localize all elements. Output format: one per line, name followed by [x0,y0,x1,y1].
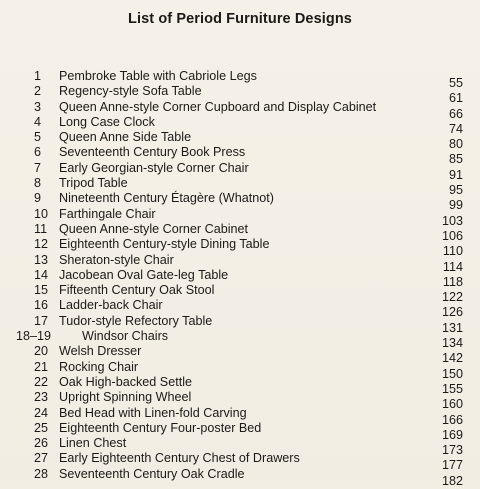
item-number: 7 [34,160,42,175]
item-number: 15 [34,283,49,298]
list-item [0,252,480,274]
item-page-number: 177 [441,458,463,473]
item-title: Queen Anne-style Corner Cabinet [59,221,249,236]
item-page-number: 85 [448,152,463,167]
item-page-number: 173 [441,443,463,458]
item-title: Queen Anne Side Table [59,130,192,145]
list-item [0,191,480,213]
item-number: 1 [34,69,42,83]
item-number: 22 [34,374,49,389]
item-page-number: 91 [448,167,463,182]
item-number: 21 [34,359,49,374]
item-number: 27 [34,451,49,466]
list-item [0,329,480,351]
list-item [0,99,480,121]
item-number: 25 [34,420,49,435]
item-page-number: 114 [442,259,463,274]
item-number: 13 [34,252,49,267]
item-number: 23 [34,390,49,405]
list-item [0,436,480,458]
item-number: 24 [34,405,49,420]
item-number: 14 [34,267,49,282]
item-page-number: 110 [442,244,463,259]
item-page-number: 66 [448,106,463,121]
item-page-number: 74 [448,121,463,136]
list-item [0,221,480,243]
item-number: 26 [34,436,49,451]
list-item [0,451,480,473]
item-page-number: 99 [448,198,463,213]
item-page-number: 134 [441,336,463,351]
item-page-number: 103 [441,213,463,228]
item-number: 11 [34,221,48,236]
item-page-number: 126 [441,305,463,320]
item-title: Nineteenth Century Étagère (Whatnot) [59,191,274,206]
item-title: Linen Chest [59,436,127,451]
item-page-number: 131 [441,320,463,335]
item-number: 4 [34,114,42,129]
list-item [0,374,480,396]
item-title: Tudor-style Refectory Table [59,313,213,328]
list-item [0,283,480,305]
list-item [0,69,480,90]
item-title: Sheraton-style Chair [59,252,174,267]
item-title: Seventeenth Century Oak Cradle [59,466,245,481]
item-title: Rocking Chair [59,359,139,374]
item-page-number: 182 [441,473,463,488]
item-title: Welsh Dresser [59,344,142,359]
item-title: Oak High-backed Settle [59,374,193,389]
item-title: Tripod Table [59,176,128,191]
item-page-number: 122 [441,290,463,305]
list-item [0,420,480,442]
list-item [0,130,480,152]
item-page-number: 95 [448,183,463,198]
item-title: Eighteenth Century Four-poster Bed [59,420,262,435]
item-title: Early Georgian-style Corner Chair [59,160,249,175]
item-page-number: 160 [441,397,463,412]
item-title: Fifteenth Century Oak Stool [59,283,215,298]
list-item [0,313,480,335]
item-title: Long Case Clock [59,114,155,129]
item-title: Farthingale Chair [59,206,156,221]
item-page-number: 80 [448,137,463,152]
item-page-number: 155 [441,381,463,396]
list-item [0,267,480,289]
list-item [0,359,480,381]
item-page-number: 55 [448,76,463,90]
list-item [0,84,480,106]
item-page-number: 150 [441,366,463,381]
list-item [0,390,480,412]
item-title: Eighteenth Century-style Dining Table [59,237,270,252]
item-page-number: 169 [441,427,463,442]
contents-list [0,69,480,488]
item-title: Early Eighteenth Century Chest of Drawers [59,451,300,466]
item-number: 2 [34,84,42,99]
item-number: 6 [34,145,42,160]
list-item [0,405,480,427]
item-number: 20 [34,344,49,359]
item-page-number: 106 [441,228,463,243]
item-number: 16 [34,298,49,313]
item-title: Queen Anne-style Corner Cupboard and Display Cabinet [59,99,377,114]
item-title: Seventeenth Century Book Press [59,145,246,160]
item-number: 8 [34,176,42,191]
item-number: 9 [34,191,42,206]
item-title: Windsor Chairs [82,329,169,344]
item-page-number: 118 [442,274,463,289]
list-item [0,145,480,167]
list-item [0,237,480,259]
list-item [0,298,480,320]
item-number: 10 [34,206,49,221]
item-title: Jacobean Oval Gate-leg Table [59,267,229,282]
item-number: 28 [34,466,49,481]
list-item [0,160,480,182]
item-number: 5 [34,130,42,145]
list-item [0,344,480,366]
list-item [0,114,480,136]
list-item [0,206,480,228]
item-title: Ladder-back Chair [59,298,163,313]
item-title: Upright Spinning Wheel [59,390,192,405]
item-page-number: 166 [441,412,463,427]
item-number: 3 [34,99,42,114]
item-title: Regency-style Sofa Table [59,84,202,99]
list-item [0,176,480,198]
item-number: 17 [34,313,49,328]
list-item [0,466,480,488]
item-number: 18–19 [16,329,52,344]
item-title: Bed Head with Linen-fold Carving [59,405,247,420]
item-page-number: 142 [441,351,463,366]
item-number: 12 [34,237,49,252]
item-title: Pembroke Table with Cabriole Legs [59,69,257,83]
item-page-number: 61 [448,91,463,106]
page-title: List of Period Furniture Designs [128,11,352,27]
